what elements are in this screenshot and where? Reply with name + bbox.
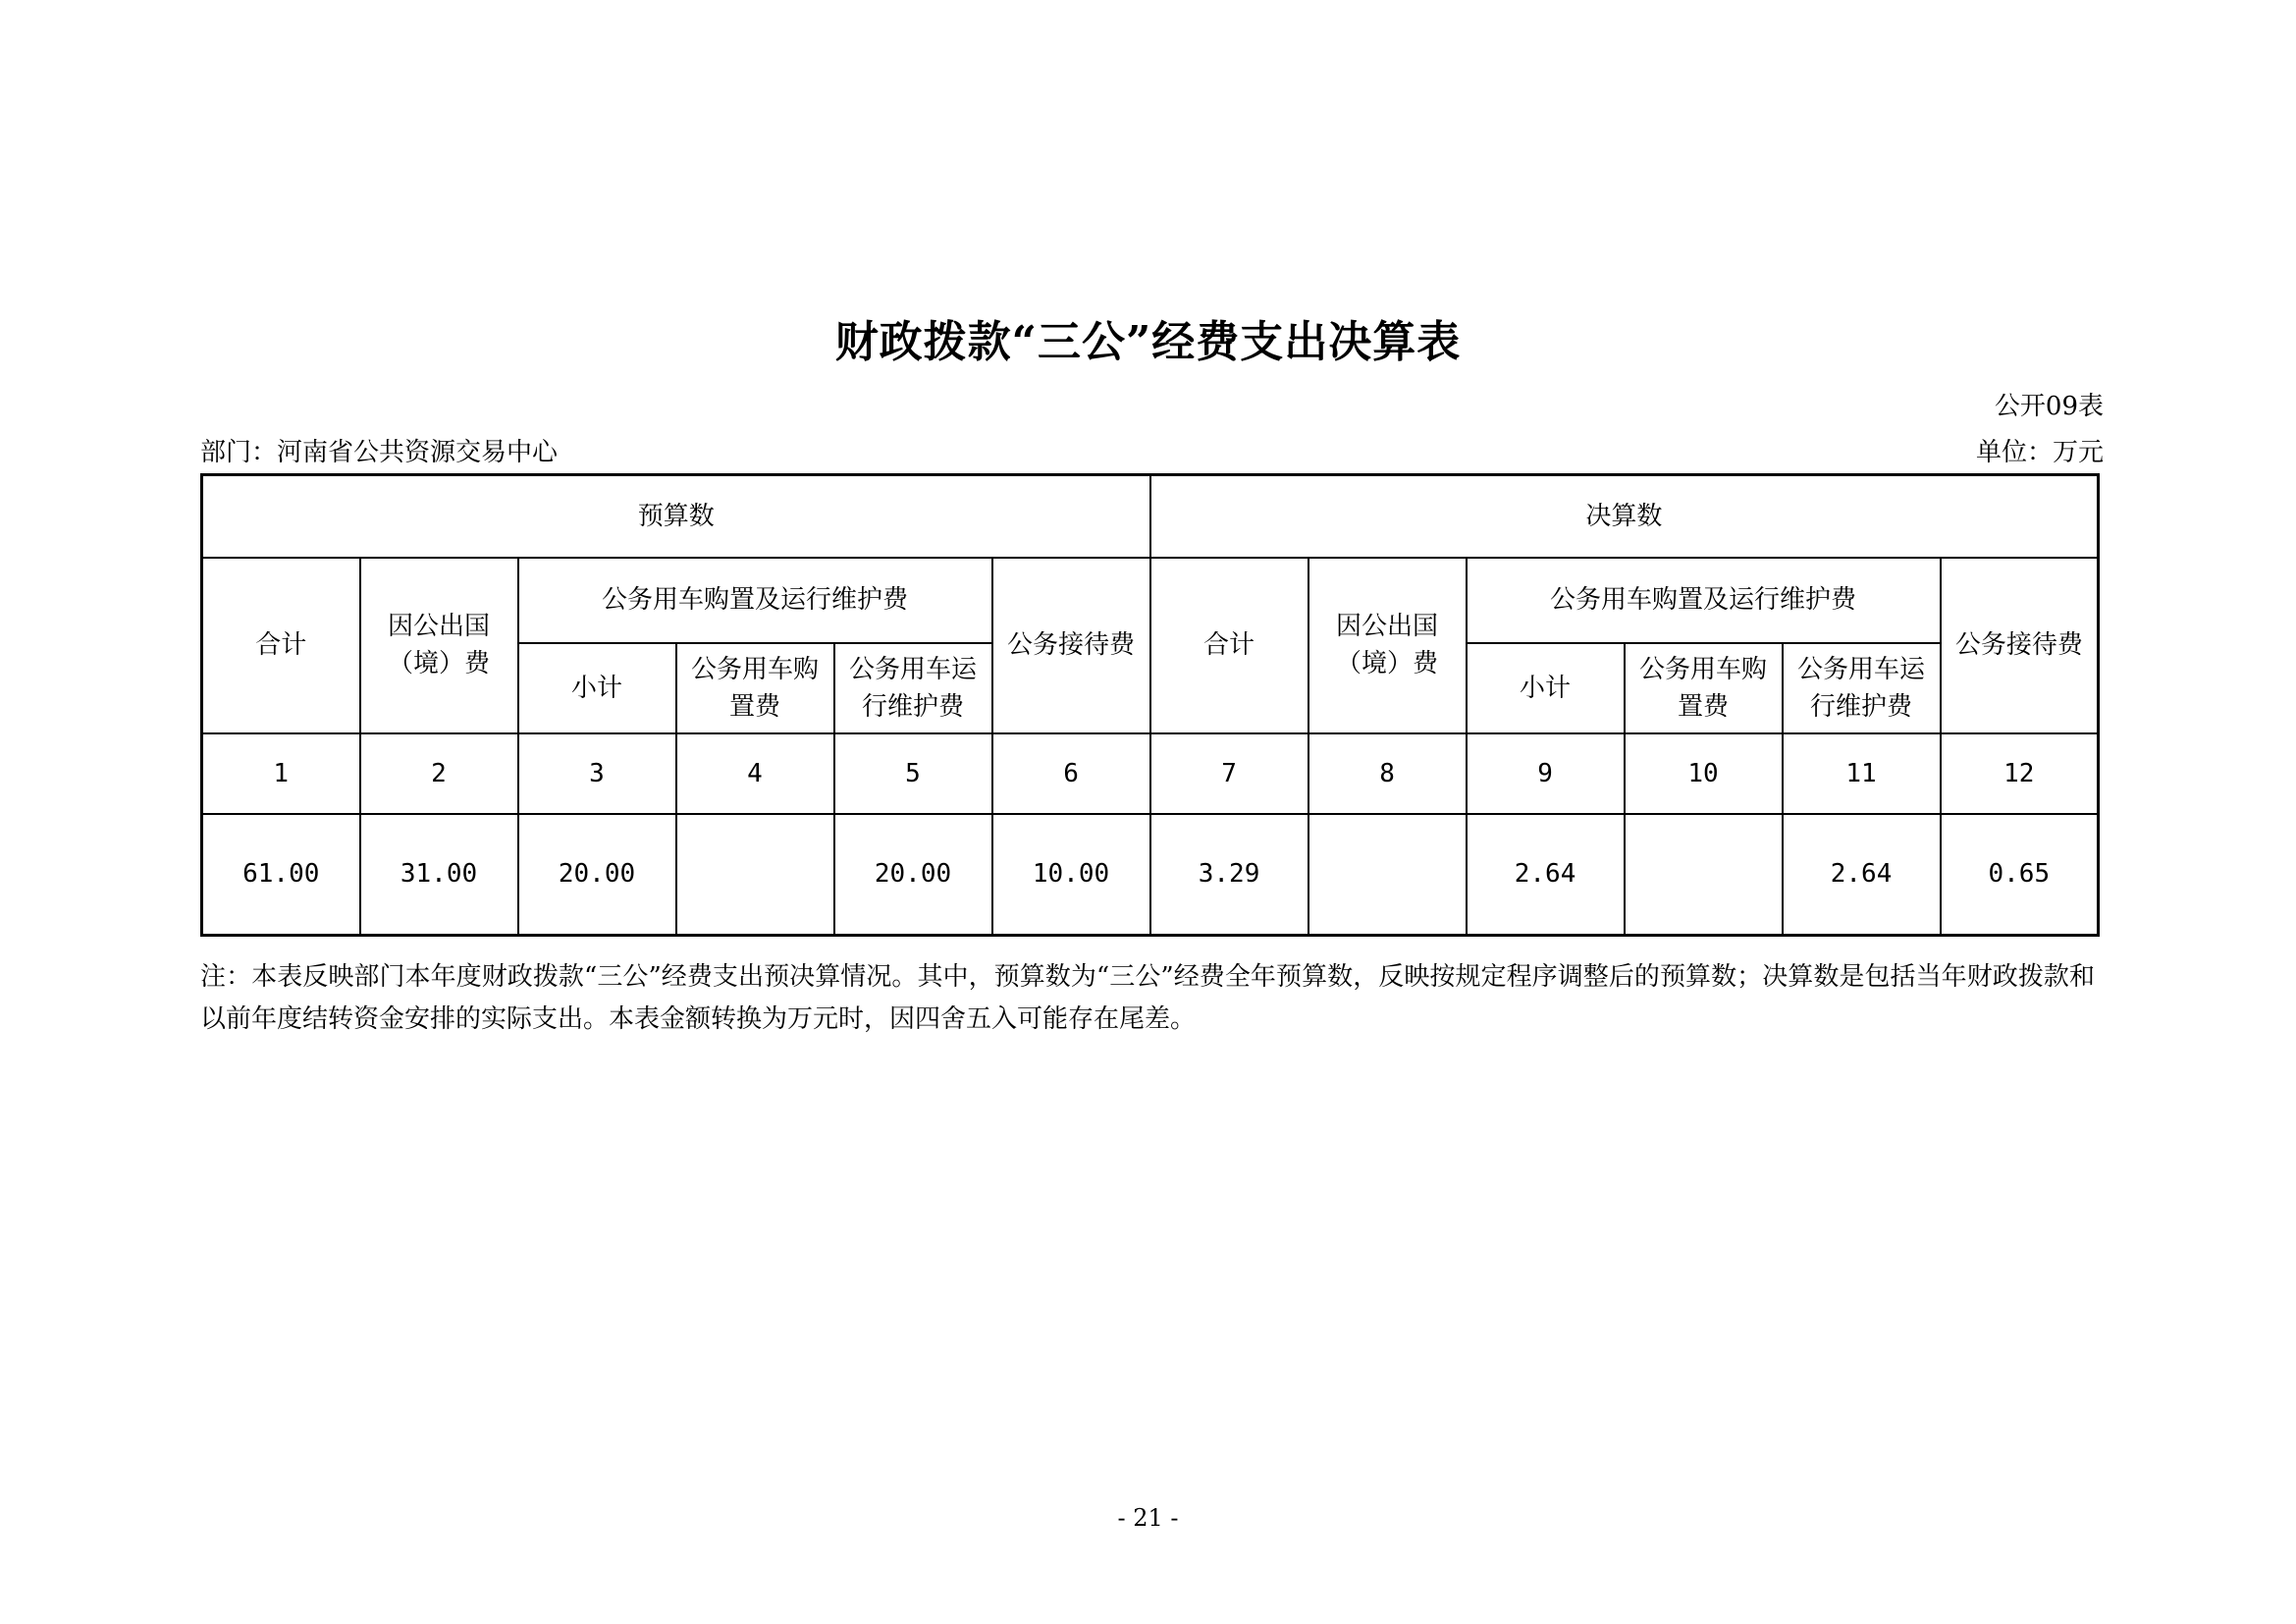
budget-reception-header: 公务接待费: [992, 558, 1150, 733]
budget-operation-value: 20.00: [834, 814, 992, 936]
budget-abroad-header: 因公出国（境）费: [360, 558, 518, 733]
expenditure-table: [200, 473, 2100, 937]
department-label: 部门：河南省公共资源交易中心: [200, 438, 559, 467]
budget-total-header: 合计: [202, 558, 360, 733]
budget-total-value: 61.00: [202, 814, 360, 936]
column-number: 8: [1308, 733, 1467, 814]
final-total-header: 合计: [1150, 558, 1308, 733]
column-number: 10: [1625, 733, 1783, 814]
final-group-header: 决算数: [1150, 475, 2099, 558]
final-reception-header: 公务接待费: [1941, 558, 2099, 733]
column-number: 9: [1467, 733, 1625, 814]
final-operation-header: 公务用车运行维护费: [1783, 643, 1941, 733]
group-header-row: [202, 475, 2099, 558]
column-number: 12: [1941, 733, 2099, 814]
final-total-value: 3.29: [1150, 814, 1308, 936]
column-number: 1: [202, 733, 360, 814]
column-number: 6: [992, 733, 1150, 814]
column-header-row: [202, 558, 2099, 643]
budget-reception-value: 10.00: [992, 814, 1150, 936]
final-purchase-header: 公务用车购置费: [1625, 643, 1783, 733]
page-number: - 21 -: [1117, 1504, 1179, 1532]
table-note: 注：本表反映部门本年度财政拨款“三公”经费支出预决算情况。其中，预算数为“三公”经费全年预算数，反映按规定程序调整后的预算数；决算数是包括当年财政拨款和以前年度结转资金安排的实际支出。本表金额转换为万元时，因四舍五入可能存在尾差。: [200, 962, 2095, 1034]
budget-purchase-value: [676, 814, 834, 936]
unit-label: 单位：万元: [1975, 438, 2104, 467]
budget-subtotal-value: 20.00: [518, 814, 676, 936]
budget-group-header: 预算数: [202, 475, 1150, 558]
column-number: 2: [360, 733, 518, 814]
column-number: 5: [834, 733, 992, 814]
column-number: 7: [1150, 733, 1308, 814]
budget-vehicle-header: 公务用车购置及运行维护费: [518, 558, 992, 643]
final-subtotal-header: 小计: [1467, 643, 1625, 733]
form-number: 公开09表: [1994, 392, 2104, 421]
final-vehicle-header: 公务用车购置及运行维护费: [1467, 558, 1941, 643]
column-number-row: [202, 733, 2099, 814]
final-reception-value: 0.65: [1941, 814, 2099, 936]
final-purchase-value: [1625, 814, 1783, 936]
final-subtotal-value: 2.64: [1467, 814, 1625, 936]
column-number: 4: [676, 733, 834, 814]
final-operation-value: 2.64: [1783, 814, 1941, 936]
page-title: 财政拨款“三公”经费支出决算表: [834, 317, 1462, 367]
budget-purchase-header: 公务用车购置费: [676, 643, 834, 733]
budget-subtotal-header: 小计: [518, 643, 676, 733]
budget-abroad-value: 31.00: [360, 814, 518, 936]
column-number: 11: [1783, 733, 1941, 814]
budget-operation-header: 公务用车运行维护费: [834, 643, 992, 733]
column-number: 3: [518, 733, 676, 814]
table-row: [202, 814, 2099, 936]
final-abroad-header: 因公出国（境）费: [1308, 558, 1467, 733]
final-abroad-value: [1308, 814, 1467, 936]
